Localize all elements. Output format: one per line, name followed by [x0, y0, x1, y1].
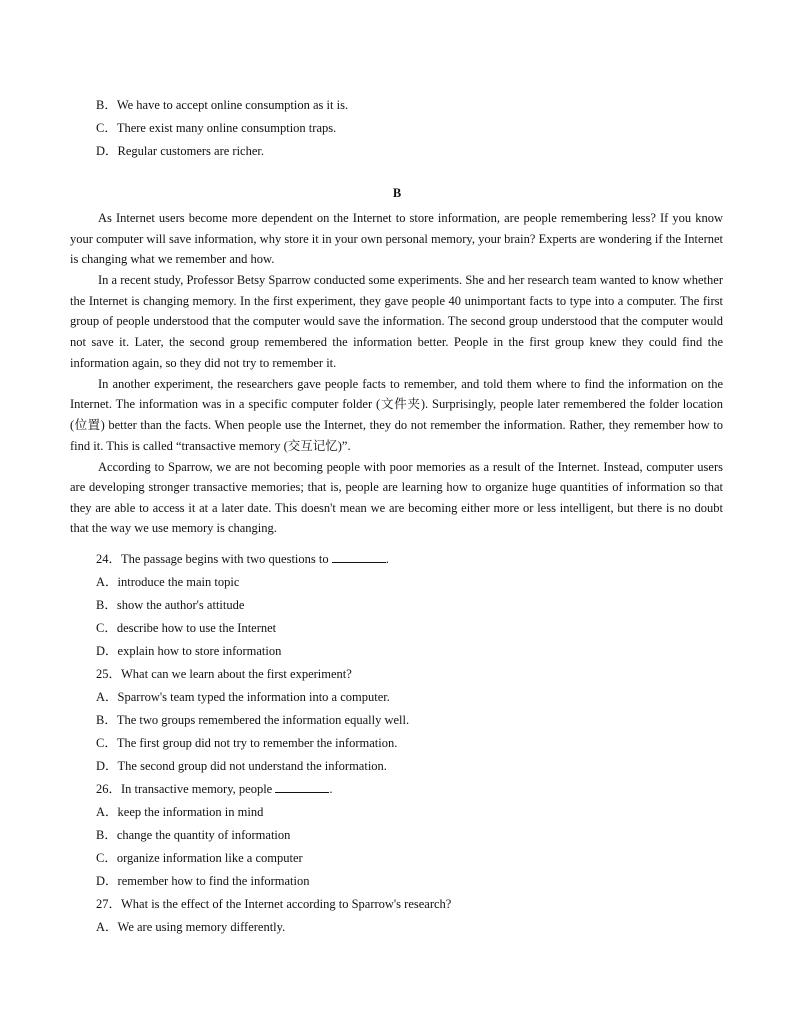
q26-option-a: A．keep the information in mind [96, 805, 264, 819]
question-stem: 24．The passage begins with two questions to [96, 552, 329, 566]
question-25 [96, 664, 352, 682]
answer-blank [275, 782, 329, 793]
question-stem: 27．What is the effect of the Internet according to Sparrow's research? [96, 897, 452, 911]
q26-option-c: C．organize information like a computer [96, 851, 303, 865]
prev-option-c: C．There exist many online consumption traps. [96, 121, 337, 135]
passage-paragraph-4: According to Sparrow, we are not becoming people with poor memories as a result of the Internet. Instead, computer users are developing stronger transactive memories; that is, people are learning how to organize huge quantities of information so that they are able to access it at a later date. This doesn't mean we are becoming either more or less intelligent, but there is no doubt that the way we use memory is changing. [70, 459, 723, 536]
q26-option-b: B．change the quantity of information [96, 828, 291, 842]
passage-paragraph-1: As Internet users become more dependent on the Internet to store information, are people remembering less? If you know your computer will save information, why store it in your own personal memory, your brain? Experts are wondering if the Internet is changing what we remember and how. [70, 211, 723, 267]
passage-paragraph-2: In a recent study, Professor Betsy Sparrow conducted some experiments. She and her research team wanted to know whether the Internet is changing memory. In the first experiment, they gave people 40 unimportant facts to type into a computer. The first group of people understood that the computer would save the information. The second group understood that the computer would not save it. Later, the second group remembered the information better. People in the first group knew they could find the information again, so they did not try to remember it. [70, 273, 723, 370]
question-26 [96, 779, 332, 797]
q24-option-a: A．introduce the main topic [96, 575, 240, 589]
q25-option-a: A．Sparrow's team typed the information into a computer. [96, 690, 390, 704]
q27-option-a: A．We are using memory differently. [96, 920, 286, 934]
q25-option-d: D．The second group did not understand the information. [96, 759, 387, 773]
question-stem: 26．In transactive memory, people [96, 782, 273, 796]
q24-option-c: C．describe how to use the Internet [96, 621, 277, 635]
passage-paragraph-3: In another experiment, the researchers gave people facts to remember, and told them where to find the information on the Internet. The information was in a specific computer folder (文件夹). Surprisingly, people later remembered the folder location (位置) better than the facts. When people use the Internet, they do not remember the information. Rather, they remember how to find it. This is called “transactive memory (交互记忆)”. [70, 376, 723, 453]
q24-option-d: D．explain how to store information [96, 644, 282, 658]
question-stem-end: . [329, 782, 333, 796]
prev-option-b: B．We have to accept online consumption as it is. [96, 98, 349, 112]
prev-option-d: D．Regular customers are richer. [96, 144, 264, 158]
q25-option-b: B．The two groups remembered the information equally well. [96, 713, 410, 727]
answer-blank [332, 552, 386, 563]
question-stem: 25．What can we learn about the first experiment? [96, 667, 352, 681]
question-stem-end: . [385, 552, 389, 566]
section-title: B [392, 186, 402, 200]
q24-option-b: B．show the author's attitude [96, 598, 245, 612]
q25-option-c: C．The first group did not try to remember the information. [96, 736, 398, 750]
question-24 [96, 549, 389, 567]
question-27 [96, 894, 451, 912]
reading-passage [70, 208, 723, 539]
q26-option-d: D．remember how to find the information [96, 874, 310, 888]
